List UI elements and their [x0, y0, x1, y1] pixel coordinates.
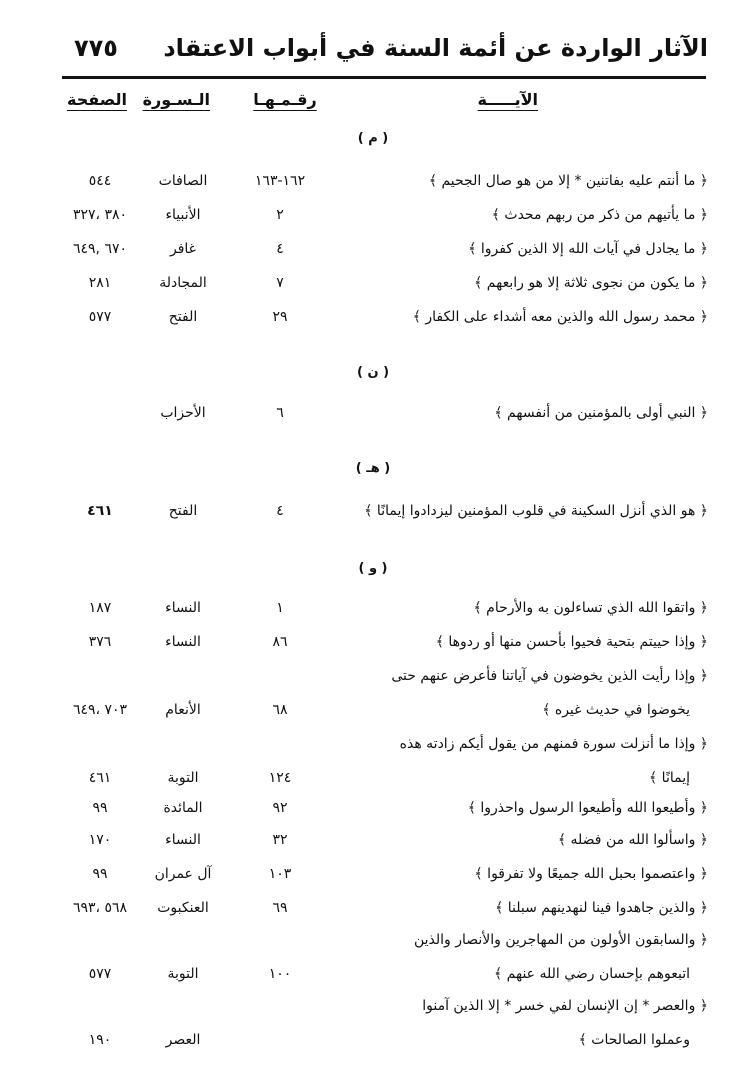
header-rule	[62, 76, 706, 79]
index-row	[60, 866, 708, 900]
page-reference: ٥٤٤	[88, 173, 112, 189]
index-row	[60, 275, 708, 309]
section-heading-haa: ( هـ )	[355, 461, 391, 476]
surah-name: النساء	[165, 634, 201, 650]
verse-text: ﴿ محمد رسول الله والذين معه أشداء على الكفار ﴾	[412, 309, 708, 325]
verse-text: ﴿ ما يأتيهم من ذكر من ربهم محدث ﴾	[491, 207, 708, 223]
surah-name: آل عمران	[154, 866, 212, 882]
page-header	[60, 32, 708, 72]
index-row	[60, 668, 708, 736]
verse-text: ﴿ والذين جاهدوا فينا لنهدينهم سبلنا ﴾	[495, 900, 708, 916]
verse-text: ﴿ النبي أولى بالمؤمنين من أنفسهم ﴾	[494, 405, 708, 421]
index-row	[60, 600, 708, 634]
page-reference: ٥٦٨ ،٦٩٣	[72, 900, 128, 916]
verse-text: ﴿ وإذا ما أنزلت سورة فمنهم من يقول أيكم زادته هذه	[399, 736, 708, 752]
verse-text: ﴿ ما أنتم عليه بفاتنين * إلا من هو صال الجحيم ﴾	[428, 173, 708, 189]
verse-number: ١	[276, 600, 284, 616]
index-row	[60, 832, 708, 866]
verse-number: ١٠٠	[268, 966, 292, 982]
surah-name: الصافات	[158, 173, 208, 189]
verse-number: ٣٢	[272, 832, 288, 848]
column-headers	[60, 90, 708, 120]
page-reference: ٦٧٠ ,٦٤٩	[72, 241, 128, 257]
page-reference: ١٨٧	[88, 600, 112, 616]
verse-text: ﴿ وإذا رأيت الذين يخوضون في آياتنا فأعرض عنهم حتى	[391, 668, 708, 684]
surah-name: النساء	[165, 600, 201, 616]
verse-text: ﴿ هو الذي أنزل السكينة في قلوب المؤمنين ليزدادوا إيمانًا ﴾	[364, 503, 708, 519]
index-row	[60, 634, 708, 668]
section-heading-waw: ( و )	[358, 561, 388, 576]
verse-text-continuation: وعملوا الصالحات ﴾	[578, 1032, 690, 1048]
verse-number: ٢	[276, 207, 284, 223]
column-header-page: الصفحة	[66, 90, 127, 109]
verse-number: ١٢٤	[268, 770, 292, 786]
verse-text: ﴿ واتقوا الله الذي تساءلون به والأرحام ﴾	[473, 600, 708, 616]
index-row	[60, 173, 708, 207]
verse-number: ٧	[276, 275, 284, 291]
verse-text-continuation: إيمانًا ﴾	[649, 770, 690, 786]
verse-number: ٩٢	[272, 800, 288, 816]
surah-name: الأحزاب	[160, 405, 206, 421]
surah-name: الفتح	[168, 503, 198, 519]
surah-name: العنكبوت	[157, 900, 209, 916]
index-row	[60, 241, 708, 275]
index-row	[60, 932, 708, 1000]
verse-text: ﴿ واسألوا الله من فضله ﴾	[557, 832, 708, 848]
verse-text: ﴿ والسابقون الأولون من المهاجرين والأنصار والذين	[413, 932, 708, 948]
page-reference: ١٩٠	[88, 1032, 112, 1048]
page-reference: ٣٧٦	[88, 634, 112, 650]
page-reference: ٢٨١	[88, 275, 112, 291]
index-row	[60, 207, 708, 241]
verse-number: ٦٨	[272, 702, 288, 718]
surah-name: الفتح	[168, 309, 198, 325]
verse-number: ٨٦	[272, 634, 288, 650]
index-row	[60, 309, 708, 343]
verse-text: ﴿ ما يجادل في آيات الله إلا الذين كفروا ﴾	[468, 241, 708, 257]
verse-text: ﴿ وإذا حييتم بتحية فحيوا بأحسن منها أو ردوها ﴾	[435, 634, 708, 650]
running-title: الآثار الواردة عن أئمة السنة في أبواب الاعتقاد	[163, 34, 708, 62]
surah-name: المائدة	[163, 800, 203, 816]
column-header-verse: الآيـــــة	[477, 90, 538, 109]
section-heading-noon: ( ن )	[356, 365, 390, 380]
index-row	[60, 900, 708, 934]
index-row	[60, 998, 708, 1066]
verse-number: ٤	[276, 503, 284, 519]
verse-text-continuation: اتبعوهم بإحسان رضي الله عنهم ﴾	[494, 966, 690, 982]
page-reference: ٣٨٠ ،٣٢٧	[72, 207, 128, 223]
surah-name: الأنبياء	[165, 207, 201, 223]
verse-number: ٦٩	[272, 900, 288, 916]
surah-name: التوبة	[167, 770, 199, 786]
page-reference: ٧٠٣ ،٦٤٩	[72, 702, 128, 718]
verse-text: ﴿ والعصر * إن الإنسان لفي خسر * إلا الذين آمنوا	[422, 998, 708, 1014]
page-reference: ٥٧٧	[88, 309, 112, 325]
surah-name: النساء	[165, 832, 201, 848]
verse-number: ٢٩	[272, 309, 288, 325]
page-reference: ٩٩	[92, 800, 108, 816]
section-heading-meem: ( م )	[357, 131, 389, 146]
verse-number: ٦	[276, 405, 284, 421]
verse-text-continuation: يخوضوا في حديث غيره ﴾	[542, 702, 690, 718]
surah-name: التوبة	[167, 966, 199, 982]
surah-name: الأنعام	[165, 702, 201, 718]
column-header-number: رقـمـهـا	[253, 90, 317, 109]
verse-text: ﴿ واعتصموا بحبل الله جميعًا ولا تفرقوا ﴾	[474, 866, 708, 882]
page-reference: ٥٧٧	[88, 966, 112, 982]
index-row	[60, 503, 708, 537]
page-reference: ٤٦١	[87, 503, 113, 519]
surah-name: غافر	[169, 241, 196, 257]
column-header-surah: الـسـورة	[142, 90, 210, 109]
page-reference: ٤٦١	[88, 770, 112, 786]
index-row	[60, 736, 708, 804]
surah-name: العصر	[165, 1032, 201, 1048]
verse-number: ١٠٣	[268, 866, 292, 882]
index-row	[60, 800, 708, 834]
verse-number: ٤	[276, 241, 284, 257]
surah-name: المجادلة	[159, 275, 207, 291]
page-number: ٧٧٥	[74, 34, 118, 62]
index-row	[60, 405, 708, 439]
page-reference: ١٧٠	[88, 832, 112, 848]
page-reference: ٩٩	[92, 866, 108, 882]
verse-text: ﴿ وأطيعوا الله وأطيعوا الرسول واحذروا ﴾	[467, 800, 708, 816]
verse-number: ١٦٢-١٦٣	[254, 173, 306, 189]
verse-text: ﴿ ما يكون من نجوى ثلاثة إلا هو رابعهم ﴾	[474, 275, 708, 291]
